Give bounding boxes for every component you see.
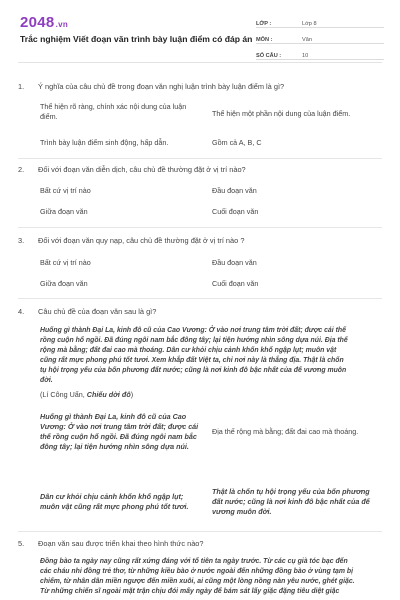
answer-option[interactable]: Giữa đoạn văn — [40, 279, 88, 288]
meta-row-subject — [256, 30, 384, 44]
answer-option[interactable]: Bất cứ vị trí nào — [40, 186, 91, 195]
question-text: 3. Đối với đoạn văn quy nạp, câu chủ đề thường đặt ở vị trí nào ? — [18, 236, 245, 245]
question-text: 5. Đoạn văn sau được triển khai theo hình thức nào? — [18, 539, 204, 548]
answer-option[interactable]: Huống gì thành Đại La, kinh đô cũ của Cao Vương: Ở vào nơi trung tâm trời đất; được cái thế rồng cuộn hổ ngồi. Đã đúng ngôi nam bắc đông tây; lại tiện hướng nhìn sông dựa núi. — [40, 412, 199, 451]
question-4 — [18, 307, 380, 317]
passage-line: Huống gì thành Đại La, kinh đô cũ của Cao Vương: Ở vào nơi trung tâm trời đất; được cái thế — [40, 327, 346, 334]
answer-option[interactable]: Cuối đoạn văn — [212, 207, 259, 216]
question-5 — [18, 539, 380, 549]
divider — [18, 158, 382, 159]
divider — [18, 298, 382, 299]
passage-line: đời. — [40, 377, 53, 384]
answer-option[interactable]: Thật là chốn tụ hội trọng yếu của bốn phương đất nước; cũng là nơi kinh đô bậc nhất của đế vương muôn đời. — [212, 487, 370, 516]
question-3 — [18, 236, 380, 246]
answer-option[interactable]: Dân cư khỏi chịu cảnh khốn khổ ngập lụt; muôn vật cũng rất mực phong phú tốt tươi. — [40, 492, 189, 511]
meta-row-grade — [256, 14, 384, 28]
answer-option[interactable]: Đầu đoạn văn — [212, 258, 257, 267]
question-2 — [18, 165, 380, 175]
quoted-passage — [40, 326, 370, 386]
meta-label: LỚP : — [256, 21, 272, 27]
page-title: Trắc nghiệm Viết đoạn văn trình bày luận điểm có đáp án — [20, 34, 253, 44]
meta-value: Lớp 8 — [302, 21, 317, 27]
passage-line: chiếm, từ nhân dân miền ngược đến miền xuôi, ai cũng một lòng nồng nàn yêu nước, ghét giặc. — [40, 578, 355, 585]
divider — [18, 227, 382, 228]
question-text: 1. Ý nghĩa của câu chủ đề trong đoạn văn nghị luận trình bày luận điểm là gì? — [18, 82, 285, 91]
passage-line: các cháu nhi đồng trẻ thơ, từ những kiều bào ở nước ngoài đến những đồng bào ở vùng tạm bị — [40, 568, 354, 575]
answer-option[interactable]: Trình bày luận điểm sinh động, hấp dẫn. — [40, 138, 169, 147]
answer-option[interactable]: Đầu đoạn văn — [212, 186, 257, 195]
quoted-passage — [40, 557, 370, 597]
answer-option[interactable]: Thể hiện rõ ràng, chính xác nội dung của luận điểm. — [40, 102, 187, 121]
meta-label: SỐ CÂU : — [256, 53, 282, 59]
meta-value: Văn — [302, 37, 312, 43]
passage-line: cũng rất mực phong phú tốt tươi. Xem khắp đất Việt ta, chỉ nơi này là thắng địa. Thật là chốn — [40, 357, 344, 364]
meta-label: MÔN : — [256, 37, 273, 43]
answer-option[interactable]: Địa thế rộng mà bằng; đất đai cao mà thoáng. — [212, 427, 359, 436]
answer-option[interactable]: Thể hiện một phần nội dung của luận điểm. — [212, 109, 351, 118]
passage-line: rồng cuộn hổ ngồi. Đã đúng ngôi nam bắc đông tây; lại tiện hướng nhìn sông dựa núi. Địa thế — [40, 337, 348, 344]
citation: (Lí Công Uẩn, Chiếu dời đô) — [40, 390, 134, 399]
question-text: 4. Câu chủ đề của đoạn văn sau là gì? — [18, 307, 157, 316]
site-logo[interactable]: 2048.vn — [20, 14, 69, 31]
passage-line: tụ hội trọng yếu của bốn phương đất nước; cũng là nơi kinh đô bậc nhất của đế vương muôn — [40, 367, 347, 374]
meta-row-count — [256, 46, 384, 60]
answer-option[interactable]: Gồm cả A, B, C — [212, 138, 262, 147]
answer-option[interactable]: Giữa đoạn văn — [40, 207, 88, 216]
passage-line: rộng mà bằng; đất đai cao mà thoáng. Dân cư khỏi chịu cảnh khốn khổ ngập lụt; muôn vật — [40, 347, 337, 354]
passage-line: Từ những chiến sĩ ngoài mặt trận chịu đói mấy ngày để bám sát lấy giặc đặng tiêu diệt giặc — [40, 588, 340, 595]
answer-option[interactable]: Cuối đoạn văn — [212, 279, 259, 288]
answer-option[interactable]: Bất cứ vị trí nào — [40, 258, 91, 267]
question-text: 2. Đối với đoạn văn diễn dịch, câu chủ đề thường đặt ở vị trí nào? — [18, 165, 246, 174]
meta-value: 10 — [302, 53, 309, 59]
meta-box — [256, 14, 384, 62]
document-header — [18, 0, 382, 63]
passage-line: Đồng bào ta ngày nay cũng rất xứng đáng với tổ tiên ta ngày trước. Từ các cụ già tóc bạc đến — [40, 558, 348, 565]
divider — [18, 531, 382, 532]
question-1 — [18, 82, 380, 92]
